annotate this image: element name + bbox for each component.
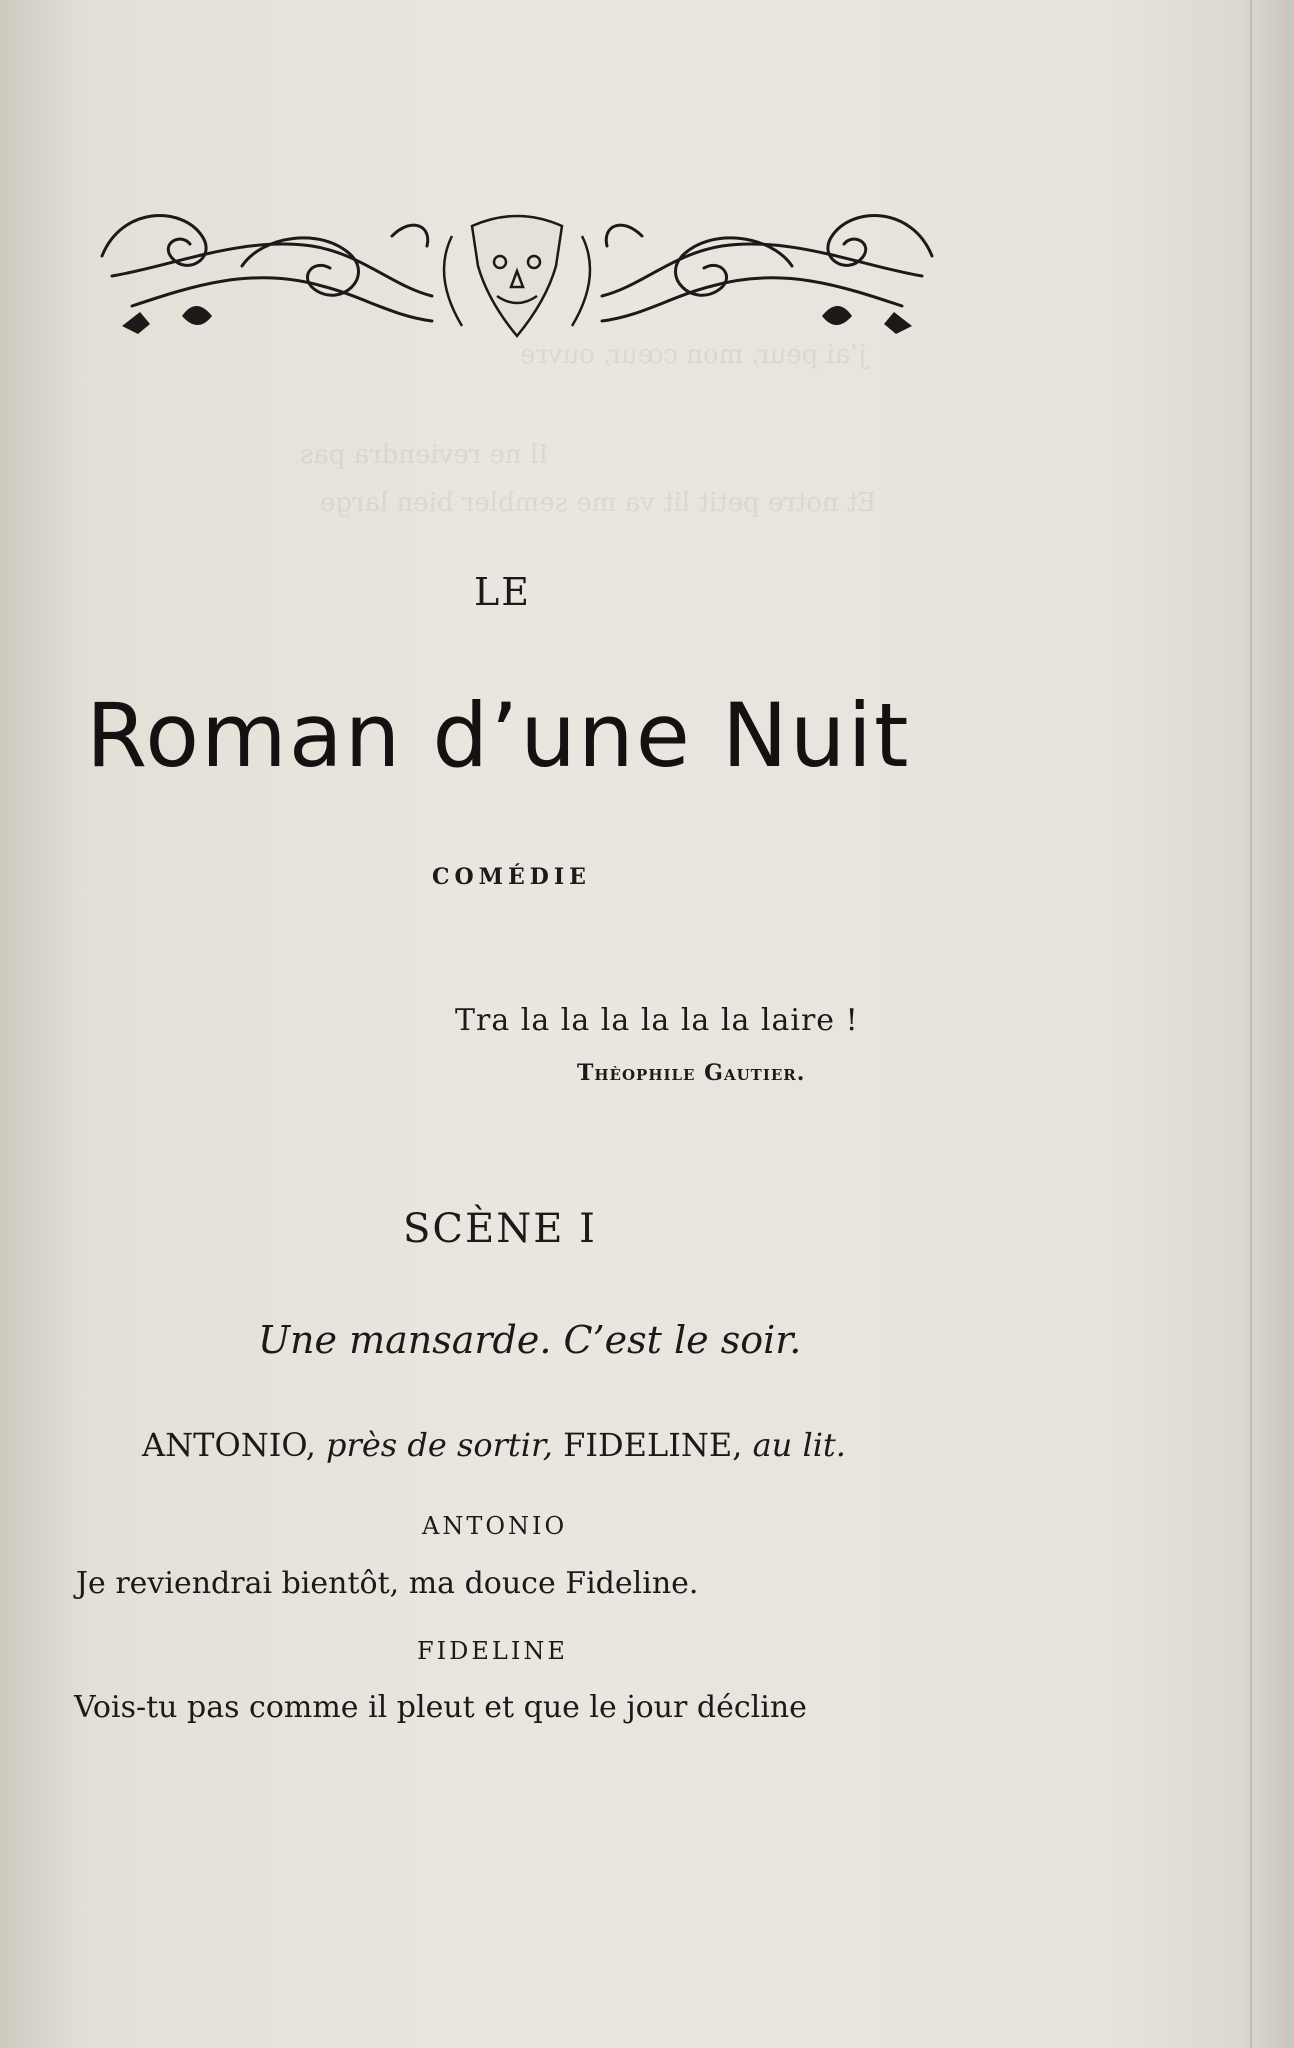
speaker-name: FIDELINE: [417, 1637, 568, 1665]
epigraph-author: Thèophile Gautier.: [577, 1060, 806, 1086]
genre-label: COMÉDIE: [432, 864, 591, 890]
show-through-text: Il ne reviendra pas: [300, 440, 549, 470]
page-edge: [1250, 0, 1252, 2048]
character-name: FIDELINE,: [563, 1426, 743, 1464]
stage-direction: au lit.: [752, 1426, 846, 1464]
scene-heading: SCÈNE I: [403, 1206, 597, 1252]
dialogue-line: Vois-tu pas comme il pleut et que le jour décline: [74, 1690, 807, 1725]
epigraph-quote: Tra la la la la la la laire !: [455, 1003, 859, 1038]
dialogue-line: Je reviendrai bientôt, ma douce Fideline.: [76, 1566, 699, 1601]
page-title: Roman d’une Nuit: [86, 684, 911, 787]
character-name: ANTONIO,: [142, 1426, 316, 1464]
foliate-mask-headpiece-icon: [92, 196, 942, 356]
show-through-text: j’ai peur, mon cœur, ouvre: [520, 340, 867, 370]
speaker-name: ANTONIO: [422, 1512, 568, 1540]
title-prefix: LE: [474, 570, 531, 614]
stage-direction: près de sortir,: [326, 1426, 553, 1464]
scene-characters: [142, 1426, 846, 1464]
scene-setting: Une mansarde. C’est le soir.: [258, 1318, 802, 1362]
show-through-text: Et notre petit lit va me sembler bien large: [320, 488, 877, 518]
